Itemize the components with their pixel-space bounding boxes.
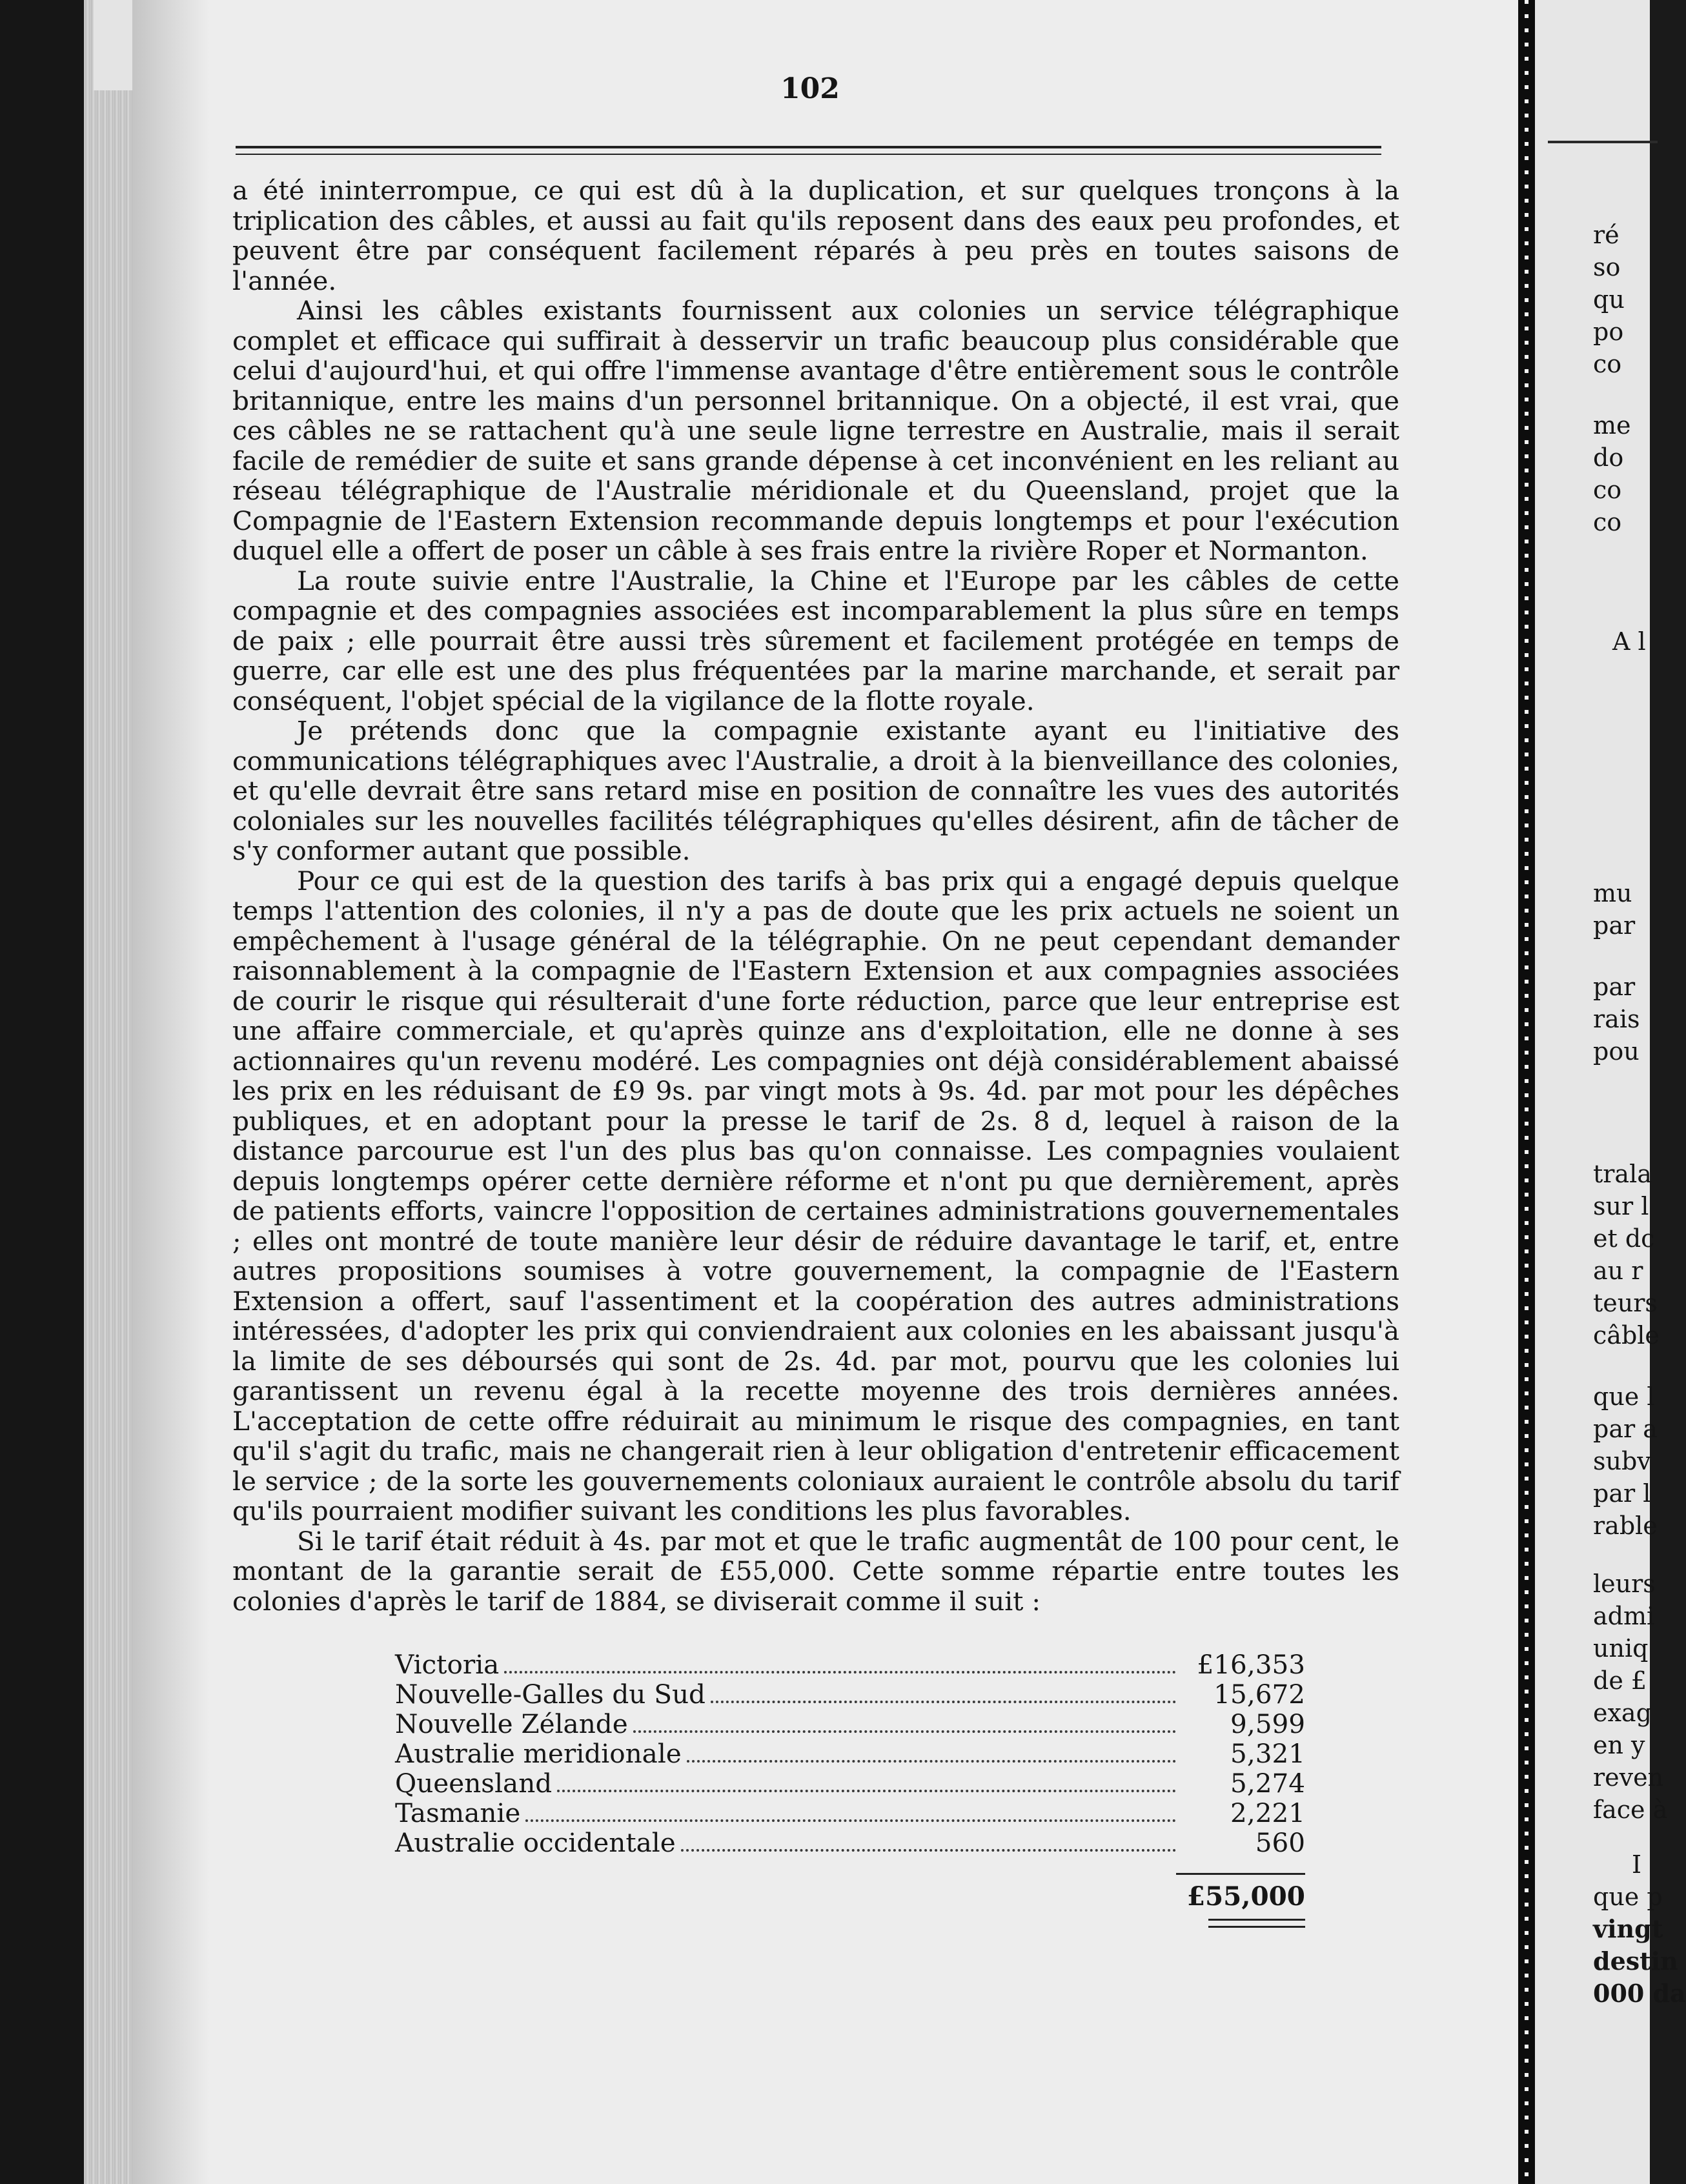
facing-page-line: vingt (1593, 1914, 1663, 1943)
facing-page-line: trala (1593, 1160, 1652, 1188)
table-row (395, 1650, 1305, 1679)
facing-page-line: au r (1593, 1257, 1643, 1285)
facing-page-line: co (1593, 476, 1622, 504)
leader-dots (687, 1760, 1176, 1763)
header-rule-thin (236, 154, 1381, 155)
facing-page-line: do (1593, 443, 1624, 472)
gutter-stitching (1525, 0, 1529, 2184)
colony-name: Victoria (395, 1649, 500, 1680)
facing-page-line: par l (1593, 1479, 1651, 1508)
facing-page-line: câble (1593, 1321, 1660, 1350)
paragraph: Si le tarif était réduit à 4s. par mot et que le trafic augmentât de 100 pour cent, le montant de la garantie serait de £55,000. Cette somme répartie entre toutes les colonies d'après le tarif de 1884, se diviserait comme il suit : (232, 1525, 1399, 1617)
facing-page-line: A l (1612, 627, 1646, 656)
distribution-total: £55,000 (1186, 1881, 1305, 1912)
paragraph: Ainsi les câbles existants fournissent aux colonies un service télégraphique complet et efficace qui suffirait à desservir un trafic beaucoup plus considérable que celui d'aujourd'hui, et qui offre l'immense avantage d'être entièrement sous le contrôle britannique, entre les mains d'un personnel britannique. On a objecté, il est vrai, que ces câbles ne se rattachent qu'à une seule ligne terrestre en Australie, mais il serait facile de remédier de suite et sans grande dépense à cet inconvénient en les reliant au réseau télégraphique de l'Australie méridionale et du Queensland, projet que la Compagnie de l'Eastern Extension recommande depuis longtemps et pour l'exécution duquel elle a offert de poser un câble à ses frais entre la rivière Roper et Normanton. (232, 295, 1399, 566)
leader-dots (633, 1730, 1176, 1733)
facing-page-line: reven (1593, 1763, 1664, 1792)
facing-page-line: me (1593, 411, 1631, 440)
page-number: 102 (780, 72, 840, 105)
colony-amount: 15,672 (1214, 1679, 1305, 1710)
facing-page-header-rule (1548, 141, 1658, 143)
paragraph: Pour ce qui est de la question des tarifs à bas prix qui a engagé depuis quelque temps l'attention des colonies, il n'y a pas de doute que les prix actuels ne soient un empêchement à l'usage général de la télégraphie. On ne peut cependant demander raisonnablement à la compagnie de l'Eastern Extension et aux compagnies associées de courir le risque qui résulterait d'une forte réduction, parce que leur entreprise est une affaire commerciale, et qu'après quinze ans d'exploitation, elle ne donne à ses actionnaires qu'un revenu modéré. Les compagnies ont déjà considérablement abaissé les prix en les réduisant de £9 9s. par vingt mots à 9s. 4d. par mot pour les dépêches publiques, et en adoptant pour la presse le tarif de 2s. 8 d, lequel à raison de la distance parcourue est l'un des plus bas qu'on connaisse. Les compagnies voulaient depuis longtemps opérer cette dernière réforme et n'ont pu que dernièrement, après de patients efforts, vaincre l'opposition de certaines administrations gouvernementales ; elles ont montré de toute manière leur désir de réduire davantage le tarif, et, entre autres propositions soumises à votre gouvernement, la compagnie de l'Eastern Extension a offert, sauf l'assentiment et la coopération des autres administrations intéressées, d'adopter les prix qui conviendraient aux colonies en les abaissant jusqu'à la limite de ses déboursés qui sont de 2s. 4d. par mot, pourvu que les colonies lui garantissent un revenu égal à la recette moyenne des trois dernières années. L'acceptation de cette offre réduirait au minimum le risque des compagnies, en tant qu'il s'agit du trafic, mais ne changerait rien à leur obligation d'entretenir efficacement le service ; de la sorte les gouvernements coloniaux auraient le contrôle absolu du tarif qu'ils pourraient modifier suivant les conditions les plus favorables. (232, 865, 1399, 1526)
facing-page-line: admi (1593, 1602, 1655, 1630)
facing-page-line: subv (1593, 1447, 1651, 1475)
facing-page-line: rais (1593, 1005, 1640, 1033)
binding-shadow (132, 0, 210, 2184)
facing-page-line: sur l (1593, 1192, 1649, 1220)
facing-page-line: pou (1593, 1037, 1640, 1066)
facing-page-line: qu (1593, 285, 1625, 314)
table-row (395, 1798, 1305, 1828)
leader-dots (557, 1790, 1176, 1792)
leader-dots (504, 1671, 1176, 1673)
facing-page-line: po (1593, 318, 1624, 346)
scan-left-margin (0, 0, 84, 2184)
table-row (395, 1709, 1305, 1739)
colony-name: Tasmanie (395, 1797, 521, 1828)
table-row (395, 1828, 1305, 1857)
facing-page-line: co (1593, 350, 1622, 378)
facing-page-line: co (1593, 508, 1622, 536)
table-row (395, 1739, 1305, 1768)
paragraph: Je prétends donc que la compagnie existante ayant eu l'initiative des communications télégraphiques avec l'Australie, a droit à la bienveillance des colonies, et qu'elle devrait être sans retard mise en position de connaître les vues des autorités coloniales sur les nouvelles facilités télégraphiques qu'elles désirent, afin de tâcher de s'y conformer autant que possible. (232, 715, 1399, 866)
colony-amount: 2,221 (1230, 1797, 1305, 1828)
facing-page-line: destin (1593, 1946, 1678, 1976)
colony-amount: 560 (1255, 1827, 1305, 1858)
facing-page-line: 000 da (1593, 1979, 1686, 2008)
facing-page-line: de £ (1593, 1666, 1647, 1695)
facing-page-line: par (1593, 973, 1636, 1001)
sum-rule (1176, 1873, 1305, 1875)
colony-name: Queensland (395, 1768, 553, 1799)
book-page-edges (84, 0, 136, 2184)
colony-amount: 9,599 (1230, 1708, 1305, 1739)
table-row (395, 1768, 1305, 1798)
colony-name: Australie meridionale (395, 1738, 682, 1769)
book-page-edges-top (94, 0, 132, 90)
facing-page-line: mu (1593, 879, 1632, 907)
facing-page-line: uniq (1593, 1634, 1649, 1663)
facing-page-line: que p (1593, 1883, 1663, 1911)
colony-name: Australie occidentale (395, 1827, 676, 1858)
header-rule (236, 146, 1381, 148)
colony-distribution-table (395, 1650, 1305, 1928)
colony-amount: £16,353 (1197, 1649, 1305, 1680)
facing-page-line: rable (1593, 1512, 1658, 1540)
facing-page-line: que l (1593, 1382, 1655, 1411)
paragraph: La route suivie entre l'Australie, la Chine et l'Europe par les câbles de cette compagnie et des compagnies associées est incomparablement la plus sûre en temps de paix ; elle pourrait être aussi très sûrement et facilement protégée en temps de guerre, car elle est une des plus fréquentées par la marine marchande, et serait par conséquent, l'objet spécial de la vigilance de la flotte royale. (232, 565, 1399, 716)
colony-name: Nouvelle-Galles du Sud (395, 1679, 706, 1710)
leader-dots (681, 1849, 1176, 1852)
facing-page-line: leurs (1593, 1570, 1656, 1598)
facing-page-line: et dc (1593, 1224, 1655, 1253)
facing-page-line: ré (1593, 221, 1620, 249)
colony-amount: 5,321 (1230, 1738, 1305, 1769)
facing-page-line: face à (1593, 1795, 1668, 1824)
facing-page-line: I (1632, 1850, 1642, 1879)
facing-page-line: en y (1593, 1731, 1645, 1759)
body-text (232, 176, 1399, 1616)
colony-name: Nouvelle Zélande (395, 1708, 628, 1739)
table-row (395, 1679, 1305, 1709)
facing-page-line: par (1593, 911, 1636, 940)
leader-dots (711, 1701, 1176, 1703)
facing-page-line: par a (1593, 1415, 1658, 1443)
total-double-rule (1208, 1919, 1305, 1928)
leader-dots (525, 1819, 1176, 1822)
colony-amount: 5,274 (1230, 1768, 1305, 1799)
facing-page-line: exag (1593, 1699, 1652, 1727)
facing-page-line: so (1593, 253, 1621, 281)
paragraph: a été ininterrompue, ce qui est dû à la duplication, et sur quelques tronçons à la triplication des câbles, et aussi au fait qu'ils reposent dans des eaux peu profondes, et peuvent être par conséquent facilement réparés à peu près en toutes saisons de l'année. (232, 175, 1399, 296)
facing-page-line: teurs (1593, 1289, 1658, 1317)
facing-page (1535, 0, 1686, 2184)
